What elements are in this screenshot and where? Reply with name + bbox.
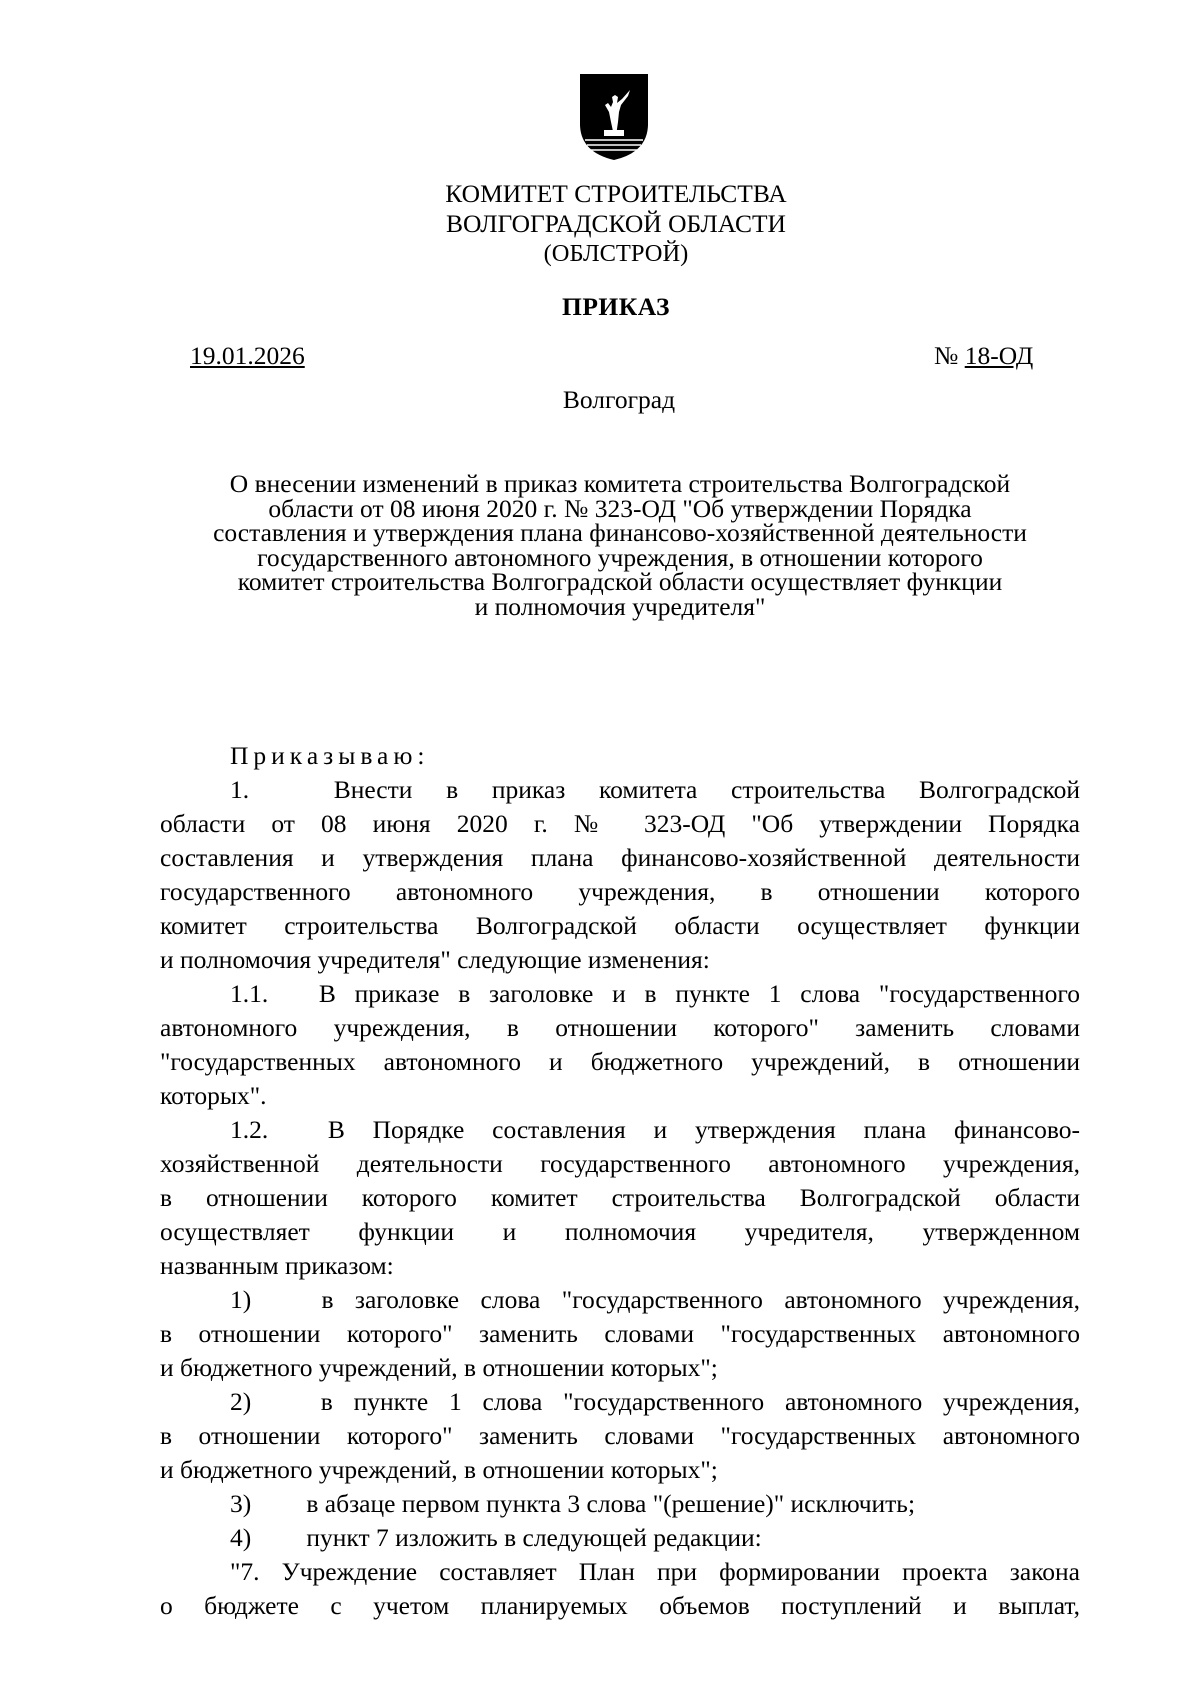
sub-item-1-text: в заголовке слова "государственного автономного учреждения,	[321, 1285, 1080, 1314]
order-word: Приказываю:	[230, 741, 430, 770]
body-line: составления и утверждения плана финансово-хозяйственной деятельности	[160, 843, 1080, 872]
body-line: в отношении которого" заменить словами "государственных автономного	[160, 1319, 1080, 1348]
org-name-line1: КОМИТЕТ СТРОИТЕЛЬСТВА	[445, 179, 787, 208]
item-1-1-label: 1.1.	[230, 979, 269, 1008]
document-title	[150, 469, 1090, 621]
body-line: "государственных автономного и бюджетного учреждений, в отношении	[160, 1047, 1080, 1076]
number-prefix: №	[934, 341, 959, 370]
body-line: в отношении которого комитет строительства Волгоградской области	[160, 1183, 1080, 1212]
body-line: названным приказом:	[160, 1251, 394, 1280]
quote-first-line: "7. Учреждение составляет План при формировании проекта закона	[230, 1557, 1080, 1586]
sub-item-4	[230, 1522, 762, 1553]
sub-item-3-label: 3)	[230, 1489, 252, 1518]
sub-item-4-label: 4)	[230, 1523, 252, 1552]
sub-item-2-label: 2)	[230, 1387, 252, 1416]
sub-item-4-text: пункт 7 изложить в следующей редакции:	[306, 1523, 762, 1552]
org-name-line2: ВОЛГОГРАДСКОЙ ОБЛАСТИ	[446, 209, 786, 238]
body-line: и полномочия учредителя" следующие изменения:	[160, 945, 710, 974]
sub-item-3-text: в абзаце первом пункта 3 слова "(решение)" исключить;	[306, 1489, 916, 1518]
body-line: области от 08 июня 2020 г. № 323-ОД "Об утверждении Порядка	[160, 809, 1080, 838]
volgograd-emblem	[578, 72, 650, 162]
document-city: Волгоград	[562, 385, 676, 414]
title-line: области от 08 июня 2020 г. № 323-ОД "Об утверждении Порядка	[268, 493, 972, 523]
sub-item-1-first-line	[230, 1284, 1080, 1315]
body-line: автономного учреждения, в отношении которого" заменить словами	[160, 1013, 1080, 1042]
title-line: О внесении изменений в приказ комитета строительства Волгоградской	[229, 469, 1011, 498]
body-line: осуществляет функции и полномочия учредителя, утвержденном	[160, 1217, 1080, 1246]
title-line: комитет строительства Волгоградской области осуществляет функции	[237, 567, 1003, 596]
item-1-1-text: В приказе в заголовке и в пункте 1 слова "государственного	[318, 979, 1081, 1008]
sub-item-3	[230, 1488, 915, 1519]
item-1-2-label: 1.2.	[230, 1115, 269, 1144]
sub-item-2-first-line	[230, 1386, 1080, 1417]
body-line: и бюджетного учреждений, в отношении которых";	[160, 1455, 718, 1484]
body-line: которых".	[160, 1081, 267, 1110]
body-line: государственного автономного учреждения, в отношении которого	[160, 877, 1080, 906]
item-1-2-first-line	[230, 1114, 1080, 1145]
document-number	[934, 340, 1033, 371]
item-1-text: Внести в приказ комитета строительства Волгоградской	[333, 775, 1081, 804]
org-abbreviation: (ОБЛСТРОЙ)	[543, 240, 689, 267]
body-line: о бюджете с учетом планируемых объемов поступлений и выплат,	[160, 1591, 1080, 1620]
title-line: государственного автономного учреждения, в отношении которого	[257, 542, 983, 572]
sub-item-2-text: в пункте 1 слова "государственного автономного учреждения,	[320, 1387, 1080, 1416]
body-line: и бюджетного учреждений, в отношении которых";	[160, 1353, 718, 1382]
title-line: и полномочия учредителя"	[474, 591, 766, 621]
item-1-label: 1.	[230, 775, 250, 804]
item-1-1-first-line	[230, 978, 1080, 1009]
body-line: хозяйственной деятельности государственного автономного учреждения,	[160, 1149, 1080, 1178]
item-1-first-line	[230, 774, 1080, 805]
document-type: ПРИКАЗ	[562, 292, 670, 321]
number-value: 18-ОД	[964, 341, 1034, 370]
body-line: в отношении которого" заменить словами "государственных автономного	[160, 1421, 1080, 1450]
body-line: комитет строительства Волгоградской области осуществляет функции	[160, 911, 1080, 940]
item-1-2-text: В Порядке составления и утверждения плана финансово-	[327, 1115, 1080, 1144]
title-line: составления и утверждения плана финансово-хозяйственной деятельности	[213, 518, 1027, 547]
document-date: 19.01.2026	[190, 341, 305, 370]
sub-item-1-label: 1)	[230, 1285, 252, 1314]
